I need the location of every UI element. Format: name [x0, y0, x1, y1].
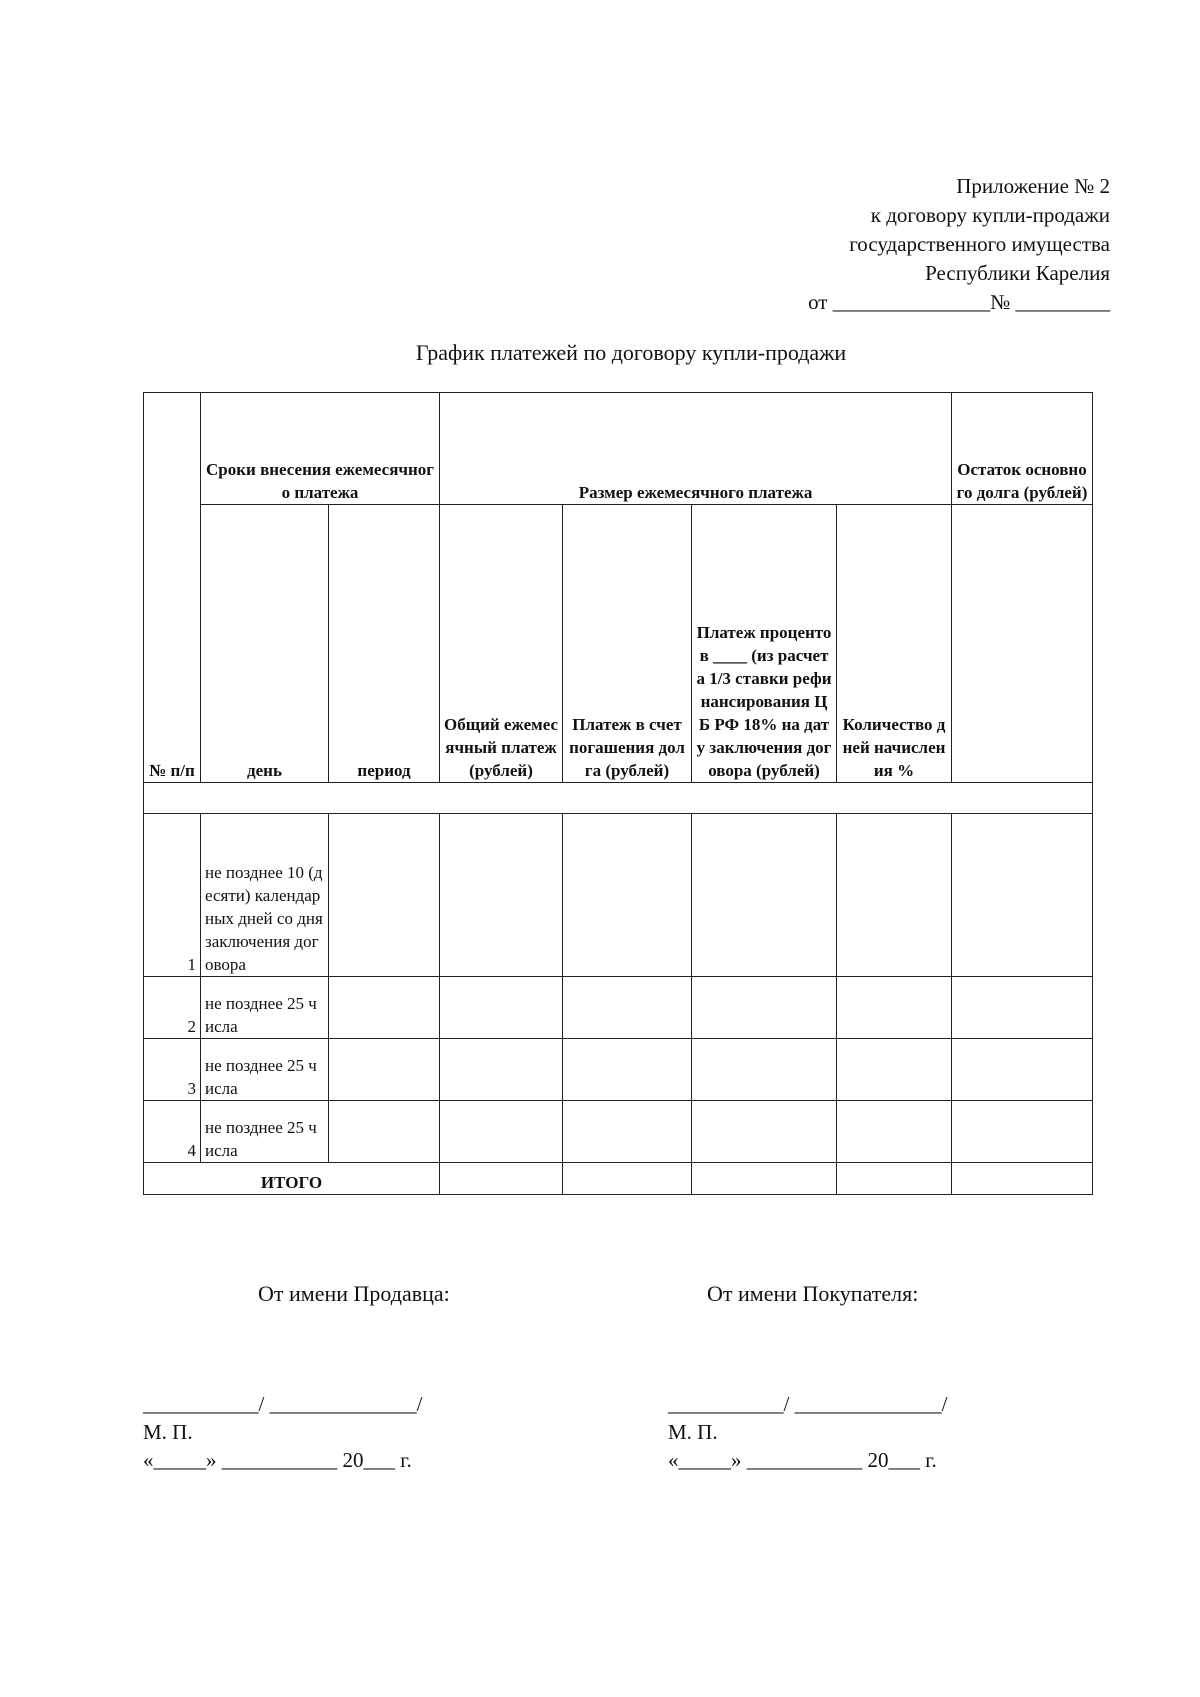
cell-balance [952, 1101, 1093, 1163]
header-days-count: Количество дней начисления % [837, 505, 952, 783]
header-terms-group: Сроки внесения ежемесячного платежа [201, 393, 440, 505]
cell-days-count [837, 814, 952, 977]
row-term: не позднее 25 числа [201, 977, 329, 1039]
cell-period [329, 814, 440, 977]
cell-balance [952, 814, 1093, 977]
appendix-property-ref: государственного имущества [849, 232, 1110, 256]
spacer-row [144, 783, 1093, 814]
total-label: ИТОГО [144, 1163, 440, 1195]
header-period: период [329, 505, 440, 783]
header-principal: Платеж в счет погашения долга (рублей) [563, 505, 692, 783]
buyer-stamp: М. П. [668, 1420, 718, 1444]
header-balance-cell [952, 505, 1093, 783]
header-payment-group: Размер ежемесячного платежа [440, 393, 952, 505]
appendix-date-number: от _______________№ _________ [808, 290, 1110, 314]
row-num: 1 [144, 814, 201, 977]
cell-principal [563, 977, 692, 1039]
table-row [144, 1101, 1093, 1163]
seller-heading: От имени Продавца: [258, 1281, 450, 1306]
buyer-sign-line: ___________/ ______________/ [668, 1392, 948, 1416]
header-interest: Платеж процентов ____ (из расчета 1/3 ставки рефинансирования ЦБ РФ 18% на дату заключения договора (рублей) [692, 505, 837, 783]
seller-stamp: М. П. [143, 1420, 193, 1444]
seller-signature-block [143, 1390, 422, 1474]
appendix-republic: Республики Карелия [925, 261, 1110, 285]
cell-days-count [837, 977, 952, 1039]
cell-interest [692, 814, 837, 977]
appendix-header [650, 172, 1110, 317]
buyer-heading: От имени Покупателя: [707, 1281, 919, 1306]
header-balance: Остаток основного долга (рублей) [952, 393, 1093, 505]
cell-balance [952, 1163, 1093, 1195]
cell-days-count [837, 1163, 952, 1195]
header-total-payment: Общий ежемесячный платеж (рублей) [440, 505, 563, 783]
row-num: 3 [144, 1039, 201, 1101]
cell-interest [692, 1039, 837, 1101]
cell-principal [563, 1039, 692, 1101]
cell-total-payment [440, 1163, 563, 1195]
cell-period [329, 977, 440, 1039]
buyer-signature-block [668, 1390, 947, 1474]
cell-period [329, 1101, 440, 1163]
cell-period [329, 1039, 440, 1101]
cell-balance [952, 977, 1093, 1039]
header-num: № п/п [144, 393, 201, 783]
appendix-contract-ref: к договору купли-продажи [870, 203, 1110, 227]
cell-principal [563, 1163, 692, 1195]
seller-sign-line: ___________/ ______________/ [143, 1392, 423, 1416]
table-row [144, 977, 1093, 1039]
buyer-date-line: «_____» ___________ 20___ г. [668, 1448, 937, 1472]
payment-schedule-table [143, 392, 1093, 1195]
header-day: день [201, 505, 329, 783]
cell-interest [692, 1163, 837, 1195]
cell-total-payment [440, 1101, 563, 1163]
cell-interest [692, 977, 837, 1039]
appendix-number: Приложение № 2 [956, 174, 1110, 198]
cell-balance [952, 1039, 1093, 1101]
row-num: 2 [144, 977, 201, 1039]
cell-interest [692, 1101, 837, 1163]
cell-days-count [837, 1039, 952, 1101]
row-term: не позднее 10 (десяти) календарных дней со дня заключения договора [201, 814, 329, 977]
table-row [144, 814, 1093, 977]
total-row [144, 1163, 1093, 1195]
cell-total-payment [440, 1039, 563, 1101]
table-row [144, 1039, 1093, 1101]
row-num: 4 [144, 1101, 201, 1163]
cell-principal [563, 814, 692, 977]
row-term: не позднее 25 числа [201, 1039, 329, 1101]
cell-days-count [837, 1101, 952, 1163]
cell-total-payment [440, 977, 563, 1039]
cell-total-payment [440, 814, 563, 977]
cell-principal [563, 1101, 692, 1163]
seller-date-line: «_____» ___________ 20___ г. [143, 1448, 412, 1472]
row-term: не позднее 25 числа [201, 1101, 329, 1163]
page-title: График платежей по договору купли-продажи [415, 340, 847, 365]
